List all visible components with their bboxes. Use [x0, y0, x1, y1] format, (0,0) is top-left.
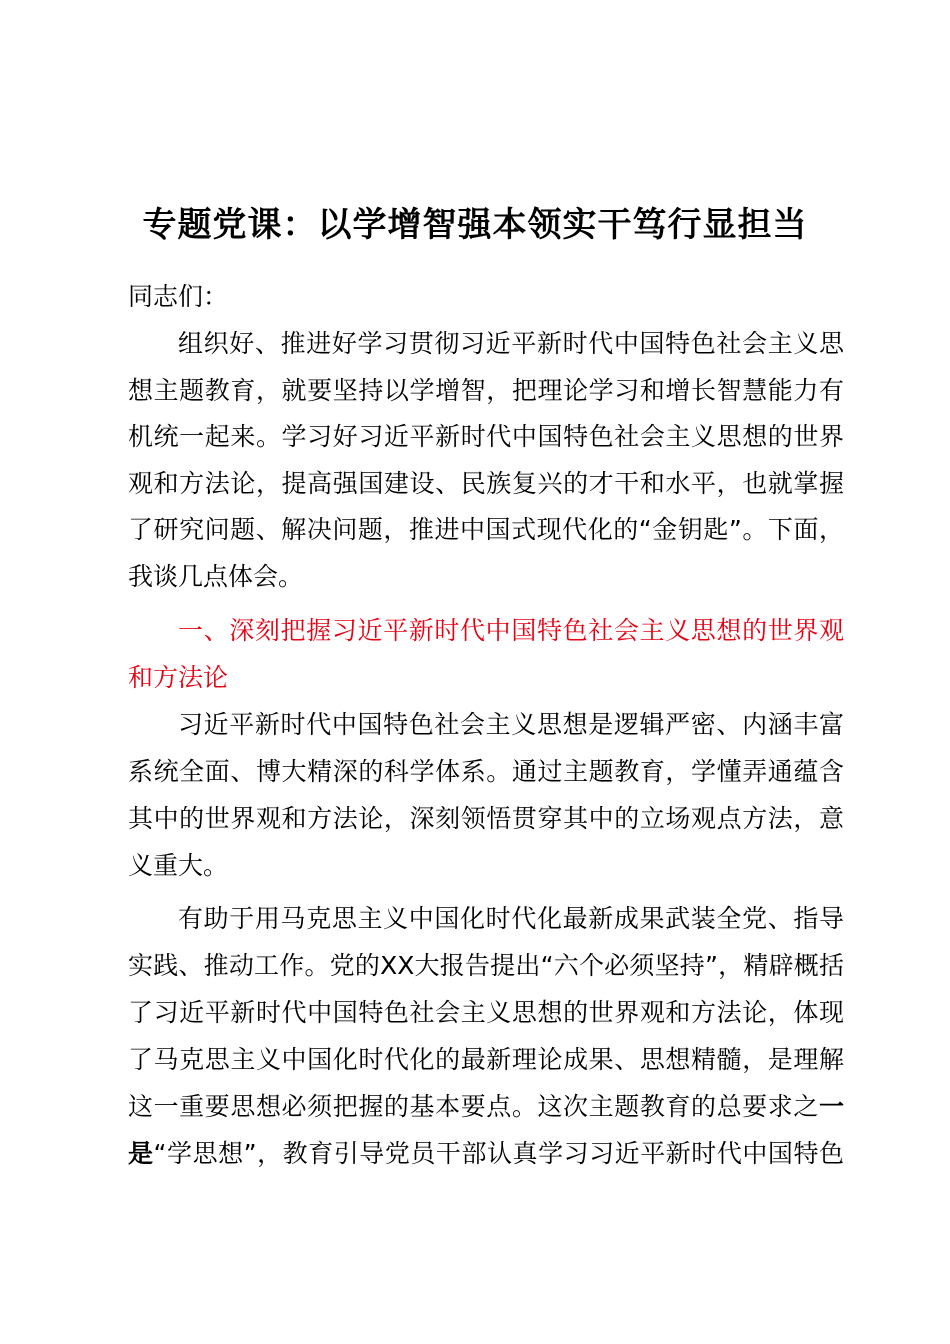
paragraph-1-line: 机统一起来。学习好习近平新时代中国特色社会主义思想的世界	[128, 422, 844, 451]
paragraph-1-line: 组织好、推进好学习贯彻习近平新时代中国特色社会主义思	[178, 329, 844, 358]
paragraph-2-line: 习近平新时代中国特色社会主义思想是逻辑严密、内涵丰富	[178, 710, 844, 739]
greeting: 同志们：	[128, 282, 229, 311]
paragraph-2-line: 义重大。	[128, 851, 229, 880]
paragraph-1-line: 我谈几点体会。	[128, 562, 304, 591]
section-heading-1-line: 和方法论	[128, 663, 229, 692]
section-heading-1-line: 一、深刻把握习近平新时代中国特色社会主义思想的世界观	[178, 616, 844, 645]
paragraph-3-line: 实践、推动工作。党的XX大报告提出“六个必须坚持”，精辟概括	[128, 951, 844, 980]
document-title: 专题党课：以学增智强本领实干笃行显担当	[142, 205, 808, 245]
paragraph-3-text: 这一重要思想必须把握的基本要点。这次主题教育的总要求之	[128, 1092, 819, 1121]
paragraph-3-line: 有助于用马克思主义中国化时代化最新成果武装全党、指导	[178, 904, 844, 933]
paragraph-1-line: 想主题教育，就要坚持以学增智，把理论学习和增长智慧能力有	[128, 376, 844, 405]
paragraph-1-line: 观和方法论，提高强国建设、民族复兴的才干和水平，也就掌握	[128, 469, 844, 498]
bold-emphasis: 是	[128, 1139, 154, 1168]
paragraph-3-line	[128, 1131, 844, 1177]
paragraph-2-line: 系统全面、博大精深的科学体系。通过主题教育，学懂弄通蕴含	[128, 757, 844, 786]
paragraph-3-text: “学思想”，教育引导党员干部认真学习习近平新时代中国特色	[153, 1139, 844, 1168]
paragraph-3-line	[128, 1084, 844, 1130]
paragraph-3-line: 了马克思主义中国化时代化的最新理论成果、思想精髓，是理解	[128, 1045, 844, 1074]
paragraph-3-line: 了习近平新时代中国特色社会主义思想的世界观和方法论，体现	[128, 998, 844, 1027]
bold-emphasis: 一	[818, 1092, 844, 1121]
paragraph-1-line: 了研究问题、解决问题，推进中国式现代化的“金钥匙”。下面，	[128, 515, 844, 544]
paragraph-2-line: 其中的世界观和方法论，深刻领悟贯穿其中的立场观点方法，意	[128, 804, 844, 833]
